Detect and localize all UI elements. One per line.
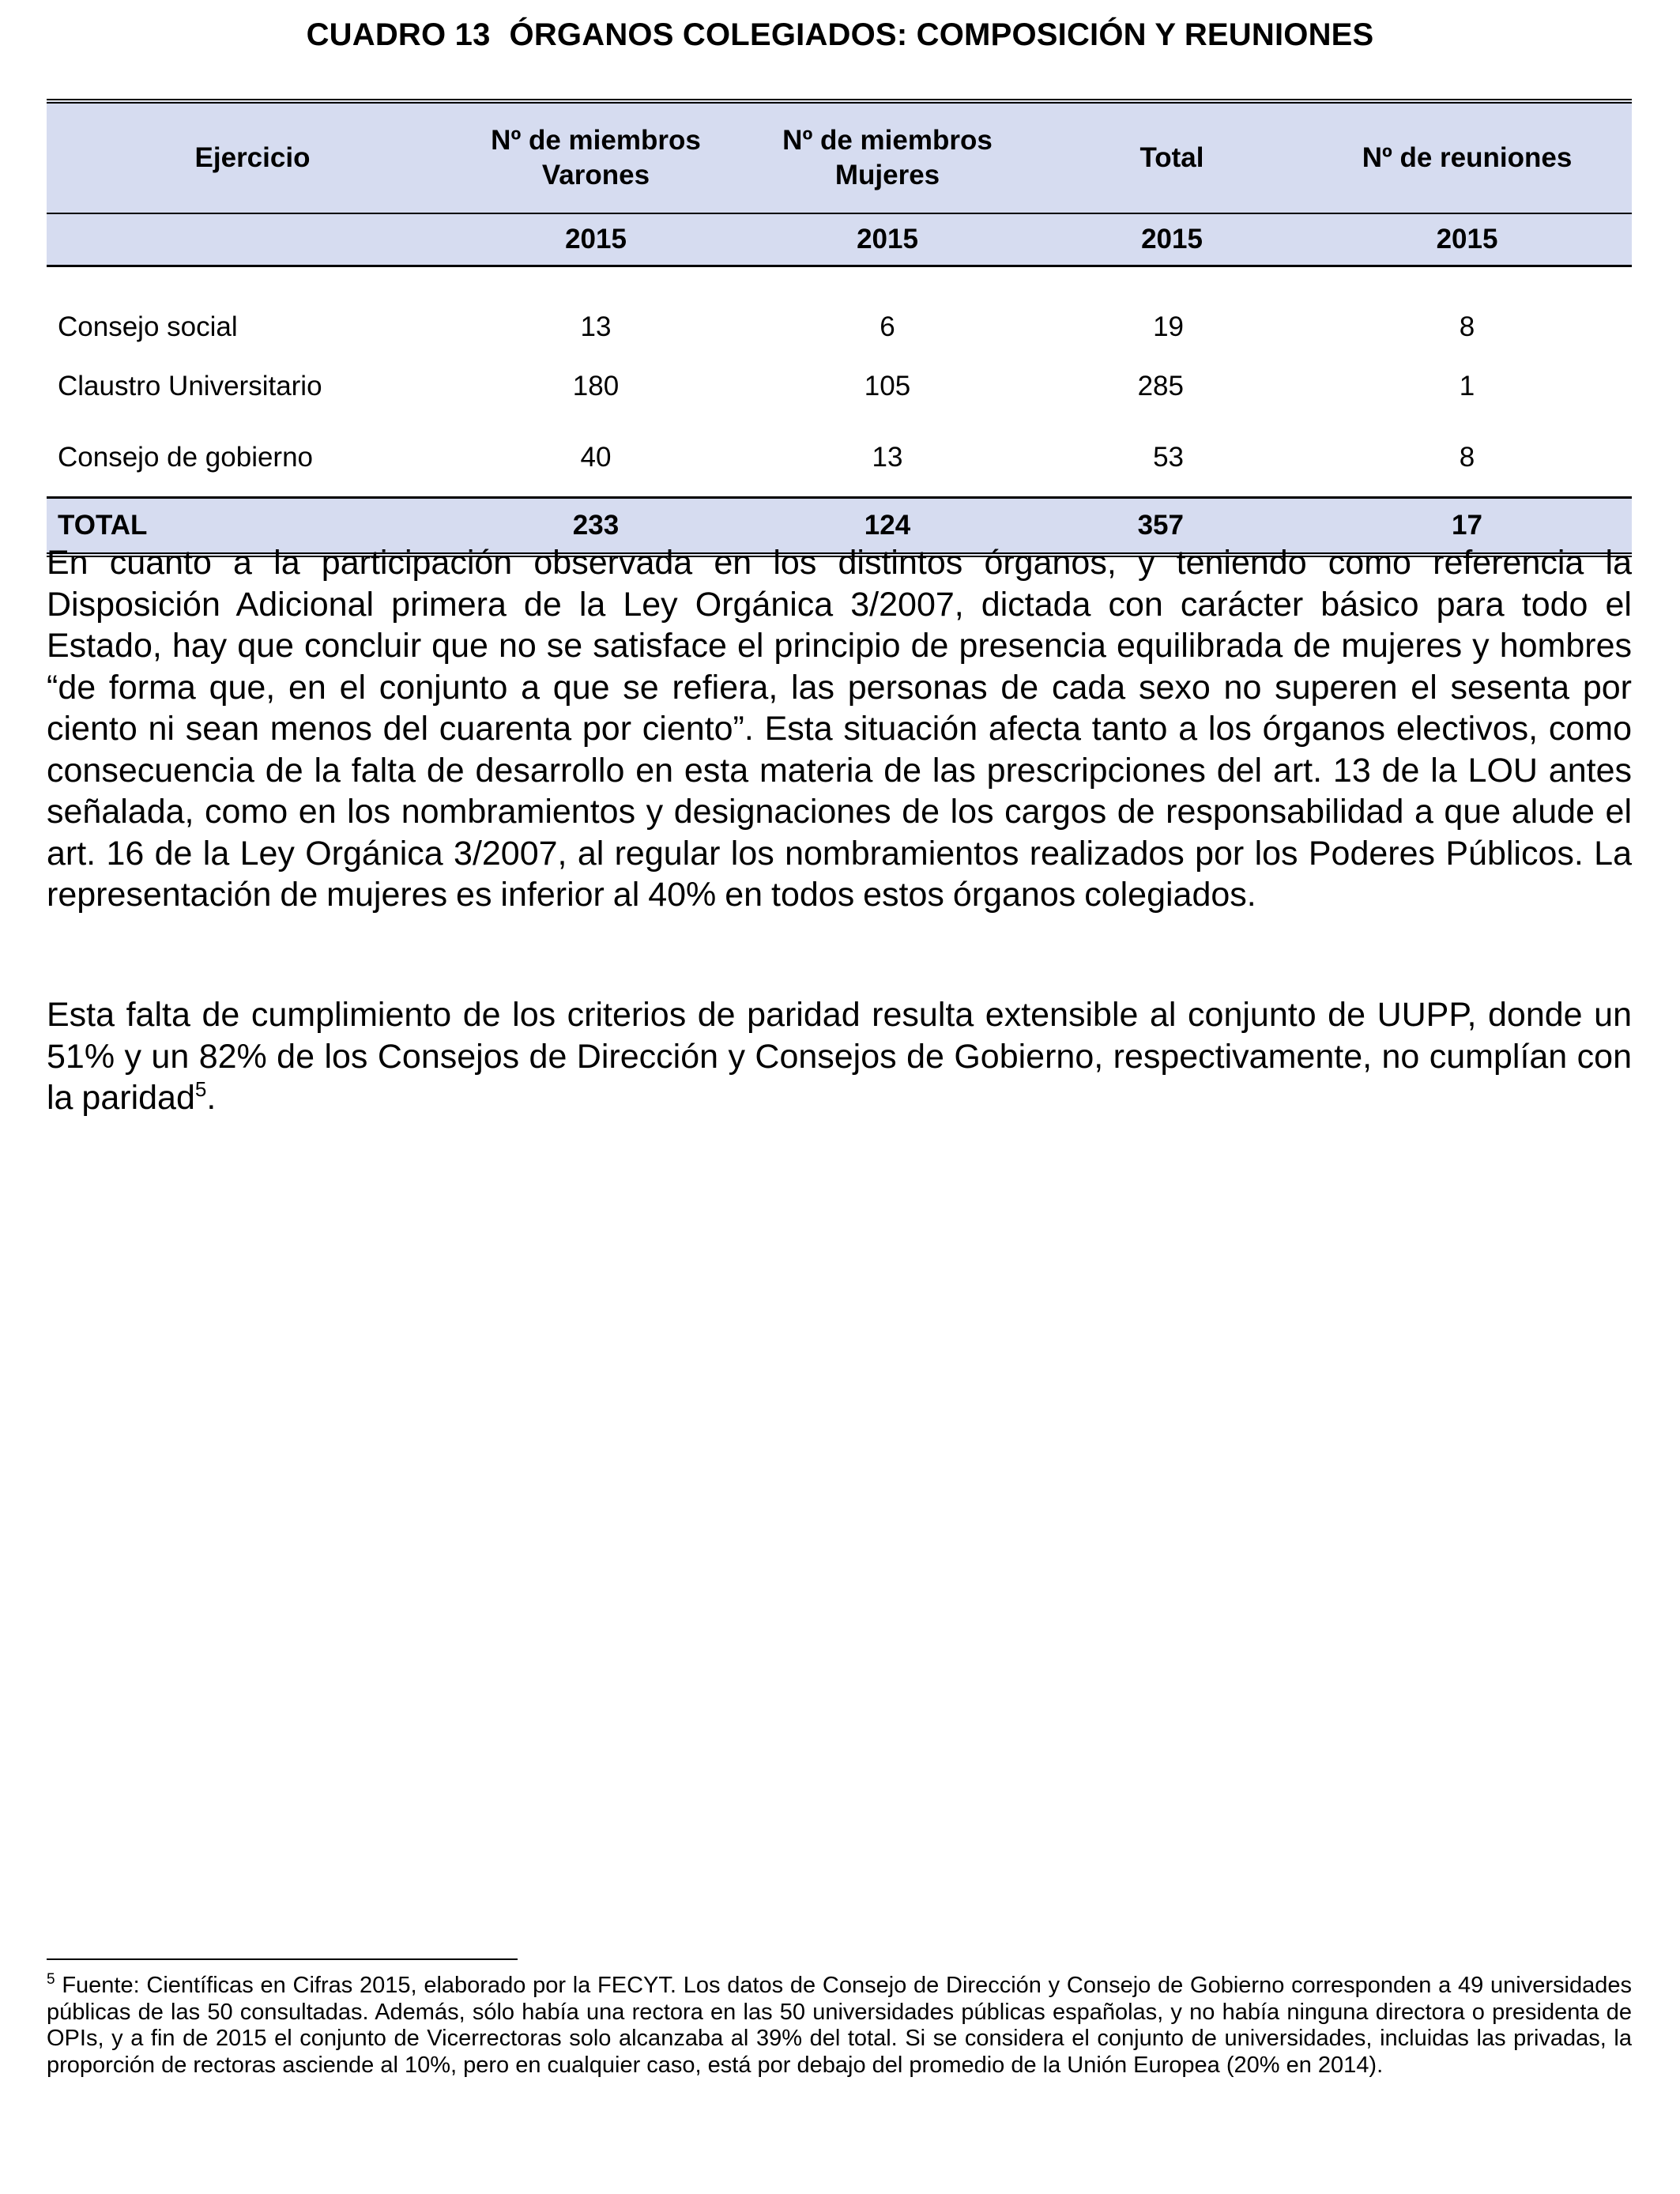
cell-varones: 180 [572, 371, 620, 401]
row-label: Consejo de gobierno [58, 442, 314, 473]
table-number: CUADRO 13 [306, 17, 491, 52]
col-header-varones: Nº de miembros Varones [458, 101, 733, 213]
year-row [47, 213, 1632, 266]
table-row [47, 419, 1632, 498]
cell-reuniones: 8 [1459, 311, 1475, 342]
cell-varones: 40 [580, 442, 612, 473]
total-mujeres: 124 [733, 498, 1042, 556]
cell-reuniones: 1 [1459, 371, 1475, 401]
table-title [0, 17, 1680, 53]
footnote [47, 1973, 1632, 2079]
total-label: TOTAL [47, 498, 458, 556]
cell-total: 53 [1153, 442, 1184, 473]
col-header-reuniones: Nº de reuniones [1302, 101, 1632, 213]
body-paragraph: En cuanto a la participación observada en los distintos órganos, y teniendo como referencia la Disposición Adicional primera de la Ley Orgánica 3/2007, dictada con carácter básico para todo el Estado, hay que concluir que no se satisface el principio de presencia equilibrada de mujeres y hombres “de forma que, en el conjunto a que se refiera, las personas de cada sexo no superen el sesenta por ciento ni sean menos del cuarenta por ciento”. Esta situación afecta tanto a los órganos electivos, como consecuencia de la falta de desarrollo en esta materia de las prescripciones del art. 13 de la LOU antes señalada, como en los nombramientos y designaciones de los cargos de responsabilidad a que alude el art. 16 de la Ley Orgánica 3/2007, al regular los nombramientos realizados por los Poderes Públicos. La representación de mujeres es inferior al 40% en todos estos órganos colegiados. [47, 544, 1632, 914]
footnote-text: Fuente: Científicas en Cifras 2015, elaborado por la FECYT. Los datos de Consejo de Dirección y Consejo de Gobierno corresponden a 49 universidades públicas de las 50 consultadas. Además, sólo había una rectora en las 50 universidades públicas españolas, y no había ninguna directora o presidenta de OPIs, y a fin de 2015 el conjunto de Vicerrectoras solo alcanzaba al 39% del total. Si se considera el conjunto de universidades, incluidas las privadas, la proporción de rectoras asciende al 10%, pero en cualquier caso, está por debajo del promedio de la Unión Europea (20% en 2014). [47, 1973, 1632, 2078]
table-row [47, 354, 1632, 419]
cell-total: 285 [1137, 371, 1184, 401]
footnote-divider [47, 1958, 518, 1960]
year-cell: 2015 [458, 213, 733, 266]
cell-total: 19 [1153, 311, 1184, 342]
col-header-mujeres: Nº de miembros Mujeres [733, 101, 1042, 213]
col-header-ejercicio: Ejercicio [47, 101, 458, 213]
header-row [47, 101, 1632, 213]
year-cell-empty [47, 213, 458, 266]
total-reuniones: 17 [1302, 498, 1632, 556]
table-title-text: ÓRGANOS COLEGIADOS: COMPOSICIÓN Y REUNIONES [509, 17, 1374, 52]
col-header-total: Total [1042, 101, 1302, 213]
cell-reuniones: 8 [1459, 442, 1475, 473]
year-cell: 2015 [1042, 213, 1302, 266]
cell-varones: 13 [580, 311, 612, 342]
table-row [47, 266, 1632, 355]
total-varones: 233 [458, 498, 733, 556]
year-cell: 2015 [1302, 213, 1632, 266]
body-paragraph [47, 994, 1632, 1119]
cell-mujeres: 105 [864, 371, 911, 401]
cell-mujeres: 13 [872, 442, 903, 473]
organos-table [47, 99, 1632, 557]
footnote-reference[interactable]: 5 [194, 1077, 207, 1101]
paragraph-end: . [206, 1079, 217, 1117]
year-cell: 2015 [733, 213, 1042, 266]
footnote-number: 5 [47, 1971, 55, 1988]
cell-mujeres: 6 [880, 311, 895, 342]
row-label: Consejo social [58, 311, 238, 342]
paragraph-text: Esta falta de cumplimiento de los criterios de paridad resulta extensible al conjunto de UUPP, donde un 51% y un 82% de los Consejos de Dirección y Consejos de Gobierno, respectivamente, no cumplían con la paridad [47, 996, 1632, 1117]
row-label: Claustro Universitario [58, 371, 322, 401]
total-total: 357 [1042, 498, 1302, 556]
